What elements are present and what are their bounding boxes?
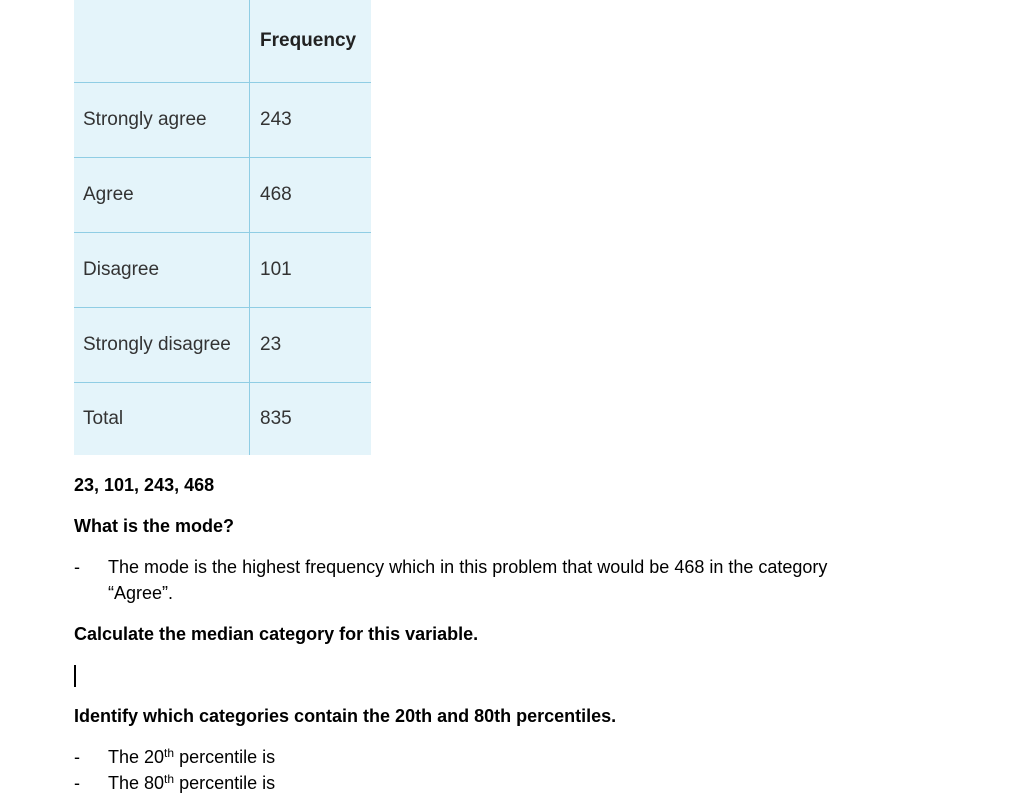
category-cell: Total (74, 383, 250, 455)
frequency-cell: 243 (260, 109, 292, 130)
table-row (74, 82, 371, 157)
percentile-80-text (108, 770, 888, 796)
sorted-values-line: 23, 101, 243, 468 (74, 475, 215, 495)
mode-answer-text: The mode is the highest frequency which in this problem that would be 468 in the category “Agree”. (108, 557, 828, 603)
percentile-question: Identify which categories contain the 20th and 80th percentiles. (74, 706, 617, 726)
frequency-cell: 835 (260, 408, 292, 429)
category-cell: Disagree (74, 233, 250, 307)
category-cell: Agree (74, 158, 250, 232)
median-question: Calculate the median category for this variable. (74, 624, 479, 644)
table-row-total (74, 382, 371, 455)
percentile-80-suffix: percentile is (174, 773, 276, 793)
text-cursor[interactable] (74, 665, 76, 687)
frequency-table (74, 0, 371, 455)
percentile-20-suffix: percentile is (174, 747, 276, 767)
category-cell: Strongly agree (74, 83, 250, 157)
frequency-cell: 468 (260, 184, 292, 205)
bullet-dash: - (74, 773, 80, 793)
percentile-20-sup: th (164, 746, 175, 760)
category-cell: Strongly disagree (74, 308, 250, 382)
frequency-cell: 23 (260, 334, 282, 355)
frequency-cell: 101 (260, 259, 292, 280)
table-row (74, 307, 371, 382)
percentile-80-prefix: The 80 (108, 773, 165, 793)
table-row (74, 157, 371, 232)
header-frequency-cell (250, 0, 371, 82)
bullet-dash: - (74, 747, 80, 767)
percentile-20-prefix: The 20 (108, 747, 165, 767)
header-category-cell (74, 0, 250, 82)
percentile-80-sup: th (164, 772, 175, 786)
table-header-row (74, 0, 371, 82)
percentile-20-text (108, 744, 888, 770)
bullet-dash: - (74, 557, 80, 577)
frequency-header-label: Frequency (260, 30, 357, 51)
table-row (74, 232, 371, 307)
mode-question: What is the mode? (74, 516, 235, 536)
